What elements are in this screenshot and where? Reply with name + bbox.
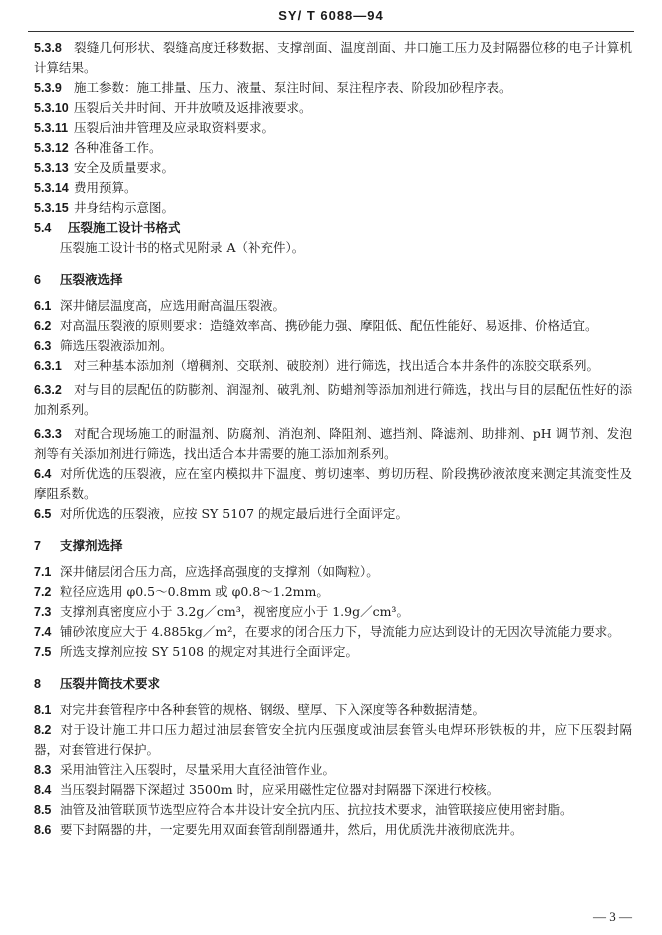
clause-6-3-2	[34, 380, 632, 420]
clause-text: 施工参数：施工排量、压力、液量、泵注时间、泵注程序表、阶段加砂程序表。	[74, 80, 512, 95]
clause-number: 8.5	[34, 803, 52, 817]
clause-6-2	[34, 316, 632, 336]
clause-number: 5.3.10	[34, 101, 69, 115]
clause-text: 对配合现场施工的耐温剂、防腐剂、消泡剂、降阻剂、遮挡剂、降滤剂、助排剂、pH 调节剂、发泡剂等有关添加剂进行筛选，找出适合本井需要的施工添加剂系列。	[34, 426, 632, 461]
clause-5-4-heading	[34, 218, 632, 238]
clause-number: 5.3.15	[34, 201, 69, 215]
section-title: 支撑剂选择	[60, 538, 123, 553]
section-7-heading	[34, 536, 632, 556]
clause-5-3-15	[34, 198, 632, 218]
clause-text: 对所优选的压裂液，应按 SY 5107 的规定最后进行全面评定。	[60, 506, 409, 521]
clause-number: 8.6	[34, 823, 52, 837]
clause-text: 要下封隔器的井，一定要先用双面套管刮削器通井，然后，用优质洗井液彻底洗井。	[60, 822, 523, 837]
clause-number: 6.3	[34, 339, 52, 353]
clause-number: 6.3.2	[34, 383, 62, 397]
clause-text: 井身结构示意图。	[74, 200, 175, 215]
clause-text: 深井储层闭合压力高，应选择高强度的支撑剂（如陶粒）。	[60, 564, 379, 579]
clause-7-1	[34, 562, 632, 582]
clause-5-3-14	[34, 178, 632, 198]
clause-6-3	[34, 336, 632, 356]
clause-number: 5.3.12	[34, 141, 69, 155]
clause-8-6	[34, 820, 632, 840]
clause-text: 压裂后油井管理及应录取资料要求。	[74, 120, 275, 135]
clause-number: 8.4	[34, 783, 52, 797]
clause-8-2	[34, 720, 632, 760]
clause-number: 8.2	[34, 723, 52, 737]
clause-5-3-11	[34, 118, 632, 138]
clause-8-3	[34, 760, 632, 780]
header-rule	[28, 31, 634, 32]
clause-6-4	[34, 464, 632, 504]
page-number: — 3 —	[593, 909, 632, 924]
section-title: 压裂井筒技术要求	[60, 676, 161, 691]
clause-text: 采用油管注入压裂时，尽量采用大直径油管作业。	[60, 762, 336, 777]
clause-6-3-1	[34, 356, 632, 376]
clause-text: 对高温压裂液的原则要求：造缝效率高、携砂能力强、摩阻低、配伍性能好、易返排、价格适宜。	[60, 318, 598, 333]
clause-text: 压裂后关井时间、开井放喷及返排液要求。	[74, 100, 312, 115]
clause-8-1	[34, 700, 632, 720]
clause-5-3-8	[34, 38, 632, 78]
clause-number: 6.2	[34, 319, 52, 333]
clause-number: 5.4	[34, 221, 52, 235]
clause-text: 各种准备工作。	[74, 140, 162, 155]
clause-text: 裂缝几何形状、裂缝高度迁移数据、支撑剖面、温度剖面、井口施工压力及封隔器位移的电子计算机计算结果。	[34, 40, 632, 75]
clause-5-3-12	[34, 138, 632, 158]
clause-text: 费用预算。	[74, 180, 137, 195]
section-number: 7	[34, 539, 41, 553]
clause-5-4-text: 压裂施工设计书的格式见附录 A（补充件）。	[60, 240, 305, 255]
clause-number: 5.3.14	[34, 181, 69, 195]
clause-5-3-9	[34, 78, 632, 98]
clause-7-2	[34, 582, 632, 602]
clause-number: 6.1	[34, 299, 52, 313]
clause-text: 对与目的层配伍的防膨剂、润湿剂、破乳剂、防蜡剂等添加剂进行筛选，找出与目的层配伍性好的添加剂系列。	[34, 382, 632, 417]
clause-text: 油管及油管联顶节选型应符合本井设计安全抗内压、抗拉技术要求，油管联接应使用密封脂。	[60, 802, 573, 817]
clause-title: 压裂施工设计书格式	[68, 220, 181, 235]
section-title: 压裂液选择	[60, 272, 123, 287]
clause-text: 所选支撑剂应按 SY 5108 的规定对其进行全面评定。	[60, 644, 359, 659]
clause-number: 5.3.8	[34, 41, 62, 55]
clause-number: 5.3.13	[34, 161, 69, 175]
clause-text: 对于设计施工井口压力超过油层套管安全抗内压强度或油层套管头电焊环形铁板的井，应下压裂封隔器，对套管进行保护。	[34, 722, 632, 757]
section-number: 6	[34, 273, 41, 287]
clause-text: 深井储层温度高，应选用耐高温压裂液。	[60, 298, 286, 313]
clause-number: 6.3.3	[34, 427, 62, 441]
clause-7-5	[34, 642, 632, 662]
clause-8-5	[34, 800, 632, 820]
clause-number: 6.3.1	[34, 359, 62, 373]
clause-text: 支撑剂真密度应小于 3.2g／cm³，视密度应小于 1.9g／cm³。	[60, 604, 409, 619]
clause-number: 7.2	[34, 585, 52, 599]
section-number: 8	[34, 677, 41, 691]
section-6-heading	[34, 270, 632, 290]
clause-number: 7.3	[34, 605, 52, 619]
clause-6-1	[34, 296, 632, 316]
clause-number: 6.5	[34, 507, 52, 521]
section-8-heading	[34, 674, 632, 694]
clause-7-4	[34, 622, 632, 642]
clause-text: 粒径应选用 φ0.5～0.8mm 或 φ0.8～1.2mm。	[60, 584, 329, 599]
document-body	[34, 38, 632, 840]
clause-text: 铺砂浓度应大于 4.885kg／m²，在要求的闭合压力下，导流能力应达到设计的无因次导流能力要求。	[60, 624, 620, 639]
clause-text: 筛选压裂液添加剂。	[60, 338, 173, 353]
clause-number: 6.4	[34, 467, 52, 481]
clause-7-3	[34, 602, 632, 622]
clause-text: 对完井套管程序中各种套管的规格、钢级、壁厚、下入深度等各种数据清楚。	[60, 702, 486, 717]
clause-8-4	[34, 780, 632, 800]
clause-number: 8.3	[34, 763, 52, 777]
clause-text: 对三种基本添加剂（增稠剂、交联剂、破胶剂）进行筛选，找出适合本井条件的冻胶交联系列。	[74, 358, 600, 373]
clause-text: 对所优选的压裂液，应在室内模拟井下温度、剪切速率、剪切历程、阶段携砂液浓度来测定其流变性及摩阻系数。	[34, 466, 632, 501]
clause-number: 5.3.9	[34, 81, 62, 95]
clause-number: 7.4	[34, 625, 52, 639]
clause-text: 安全及质量要求。	[74, 160, 175, 175]
clause-number: 5.3.11	[34, 121, 69, 135]
clause-5-3-13	[34, 158, 632, 178]
clause-5-3-10	[34, 98, 632, 118]
clause-number: 7.1	[34, 565, 52, 579]
clause-6-5	[34, 504, 632, 524]
clause-number: 8.1	[34, 703, 52, 717]
clause-number: 7.5	[34, 645, 52, 659]
page-header: SY/ T 6088—94	[278, 8, 384, 23]
clause-6-3-3	[34, 424, 632, 464]
clause-text: 当压裂封隔器下深超过 3500m 时，应采用磁性定位器对封隔器下深进行校核。	[60, 782, 500, 797]
